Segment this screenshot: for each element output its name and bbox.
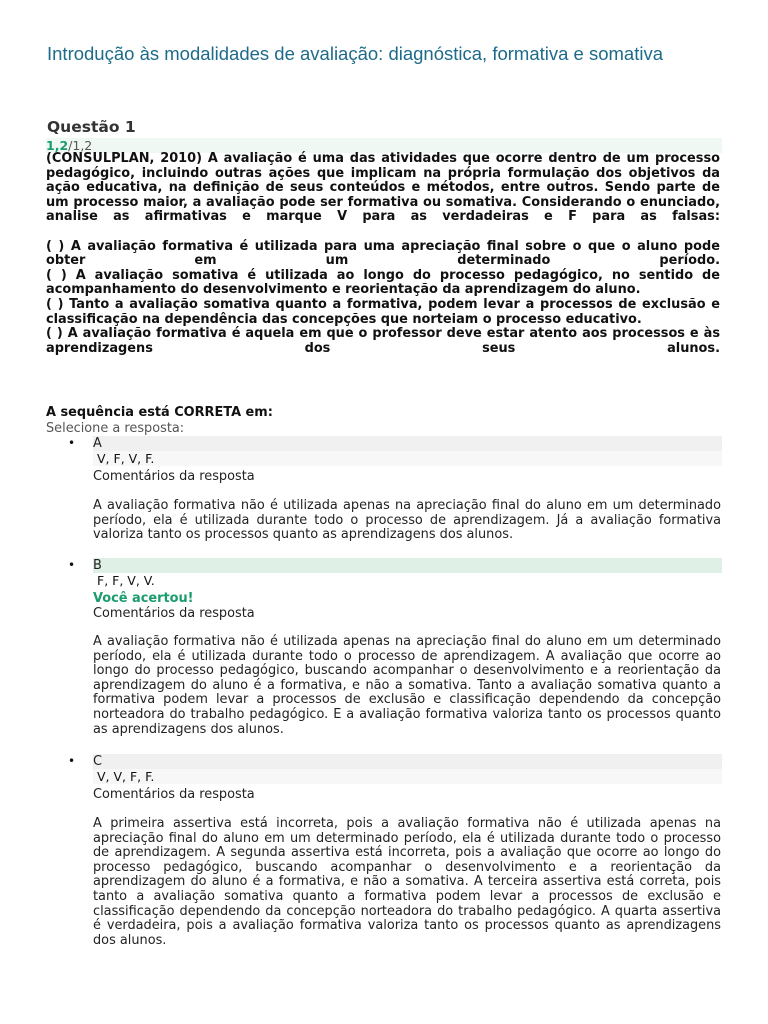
comment-label: Comentários da resposta	[93, 469, 255, 484]
option-letter[interactable]: A	[93, 436, 722, 451]
comment-label: Comentários da resposta	[93, 606, 255, 621]
statement-4: ( ) A avaliação formativa é aquela em que o professor deve estar atento aos processos e às aprendizagens dos seus alunos.	[46, 326, 720, 356]
comment-text: A primeira assertiva está incorreta, pois a avaliação formativa não é utilizada apenas na apreciação final do aluno em um determinado período, ela é utilizada durante todo o processo de aprendizagem. A segunda assertiva está incorreta, pois a avaliação que ocorre ao longo do processo pedagógico, buscando acompanhar o desenvolvimento e a reorientação da aprendizagem do aluno é a formativa, e não a somativa. A terceira assertiva está correta, pois tanto a avaliação somativa quanto a formativa podem levar a processos de exclusão e classificação dependendo da concepção norteadora do trabalho pedagógico. A quarta assertiva é verdadeira, pois a avaliação formativa valoriza tanto os processos quanto as aprendizagens dos alunos.	[93, 816, 721, 948]
comment-text: A avaliação formativa não é utilizada apenas na apreciação final do aluno em um determinado período, ela é utilizada durante todo o processo de aprendizagem. Já a avaliação formativa valoriza tanto os processos quanto as aprendizagens dos alunos.	[93, 498, 721, 543]
statement-3: ( ) Tanto a avaliação somativa quanto a formativa, podem levar a processos de exclusão e classificação na dependência das concepções que norteiam o processo educativo.	[46, 296, 720, 327]
question-intro: (CONSULPLAN, 2010) A avaliação é uma das atividades que ocorre dentro de um processo pedagógico, incluindo outras ações que implicam na própria formulação dos objetivos da ação educativa, na definição de seus conteúdos e métodos, entre outros. Sendo parte de um processo maior, a avaliação pode ser formativa ou somativa. Considerando o enunciado, analise as afirmativas e marque V para as verdadeiras e F para as falsas:	[46, 151, 720, 225]
question-heading: Questão 1	[47, 118, 136, 136]
bullet-icon: •	[68, 754, 76, 768]
question-body	[46, 152, 720, 356]
option-answer[interactable]: V, V, F, F.	[93, 769, 722, 784]
statement-2: ( ) A avaliação somativa é utilizada ao longo do processo pedagógico, no sentido de acompanhamento do desenvolvimento e reorientação da aprendizagem do aluno.	[46, 267, 720, 298]
select-answer-label: Selecione a resposta:	[46, 421, 185, 436]
page-title: Introdução às modalidades de avaliação: diagnóstica, formativa e somativa	[47, 43, 663, 64]
correct-feedback: Você acertou!	[93, 591, 194, 606]
statement-1: ( ) A avaliação formativa é utilizada para uma apreciação final sobre o que o aluno pode obter em um determinado período.	[46, 238, 720, 269]
score-obtained: 1,2	[46, 138, 69, 153]
bullet-icon: •	[68, 436, 76, 450]
option-letter[interactable]: C	[93, 754, 722, 769]
option-letter[interactable]: B	[93, 558, 722, 573]
comment-text: A avaliação formativa não é utilizada apenas na apreciação final do aluno em um determinado período, ela é utilizada durante todo o processo de aprendizagem. A avaliação que ocorre ao longo do processo pedagógico, buscando acompanhar o desenvolvimento e a reorientação da aprendizagem do aluno é a formativa, e não a somativa. Tanto a avaliação somativa quanto a formativa podem levar a processos de exclusão e classificação dependendo da concepção norteadora do trabalho pedagógico. E a avaliação formativa valoriza tanto os processos quanto as aprendizagens dos alunos.	[93, 634, 721, 737]
question-prompt: A sequência está CORRETA em:	[46, 405, 273, 420]
score-total: /1,2	[68, 138, 93, 153]
comment-label: Comentários da resposta	[93, 787, 255, 802]
option-answer[interactable]: V, F, V, F.	[93, 451, 722, 466]
option-answer[interactable]: F, F, V, V.	[97, 573, 155, 588]
bullet-icon: •	[68, 558, 76, 572]
